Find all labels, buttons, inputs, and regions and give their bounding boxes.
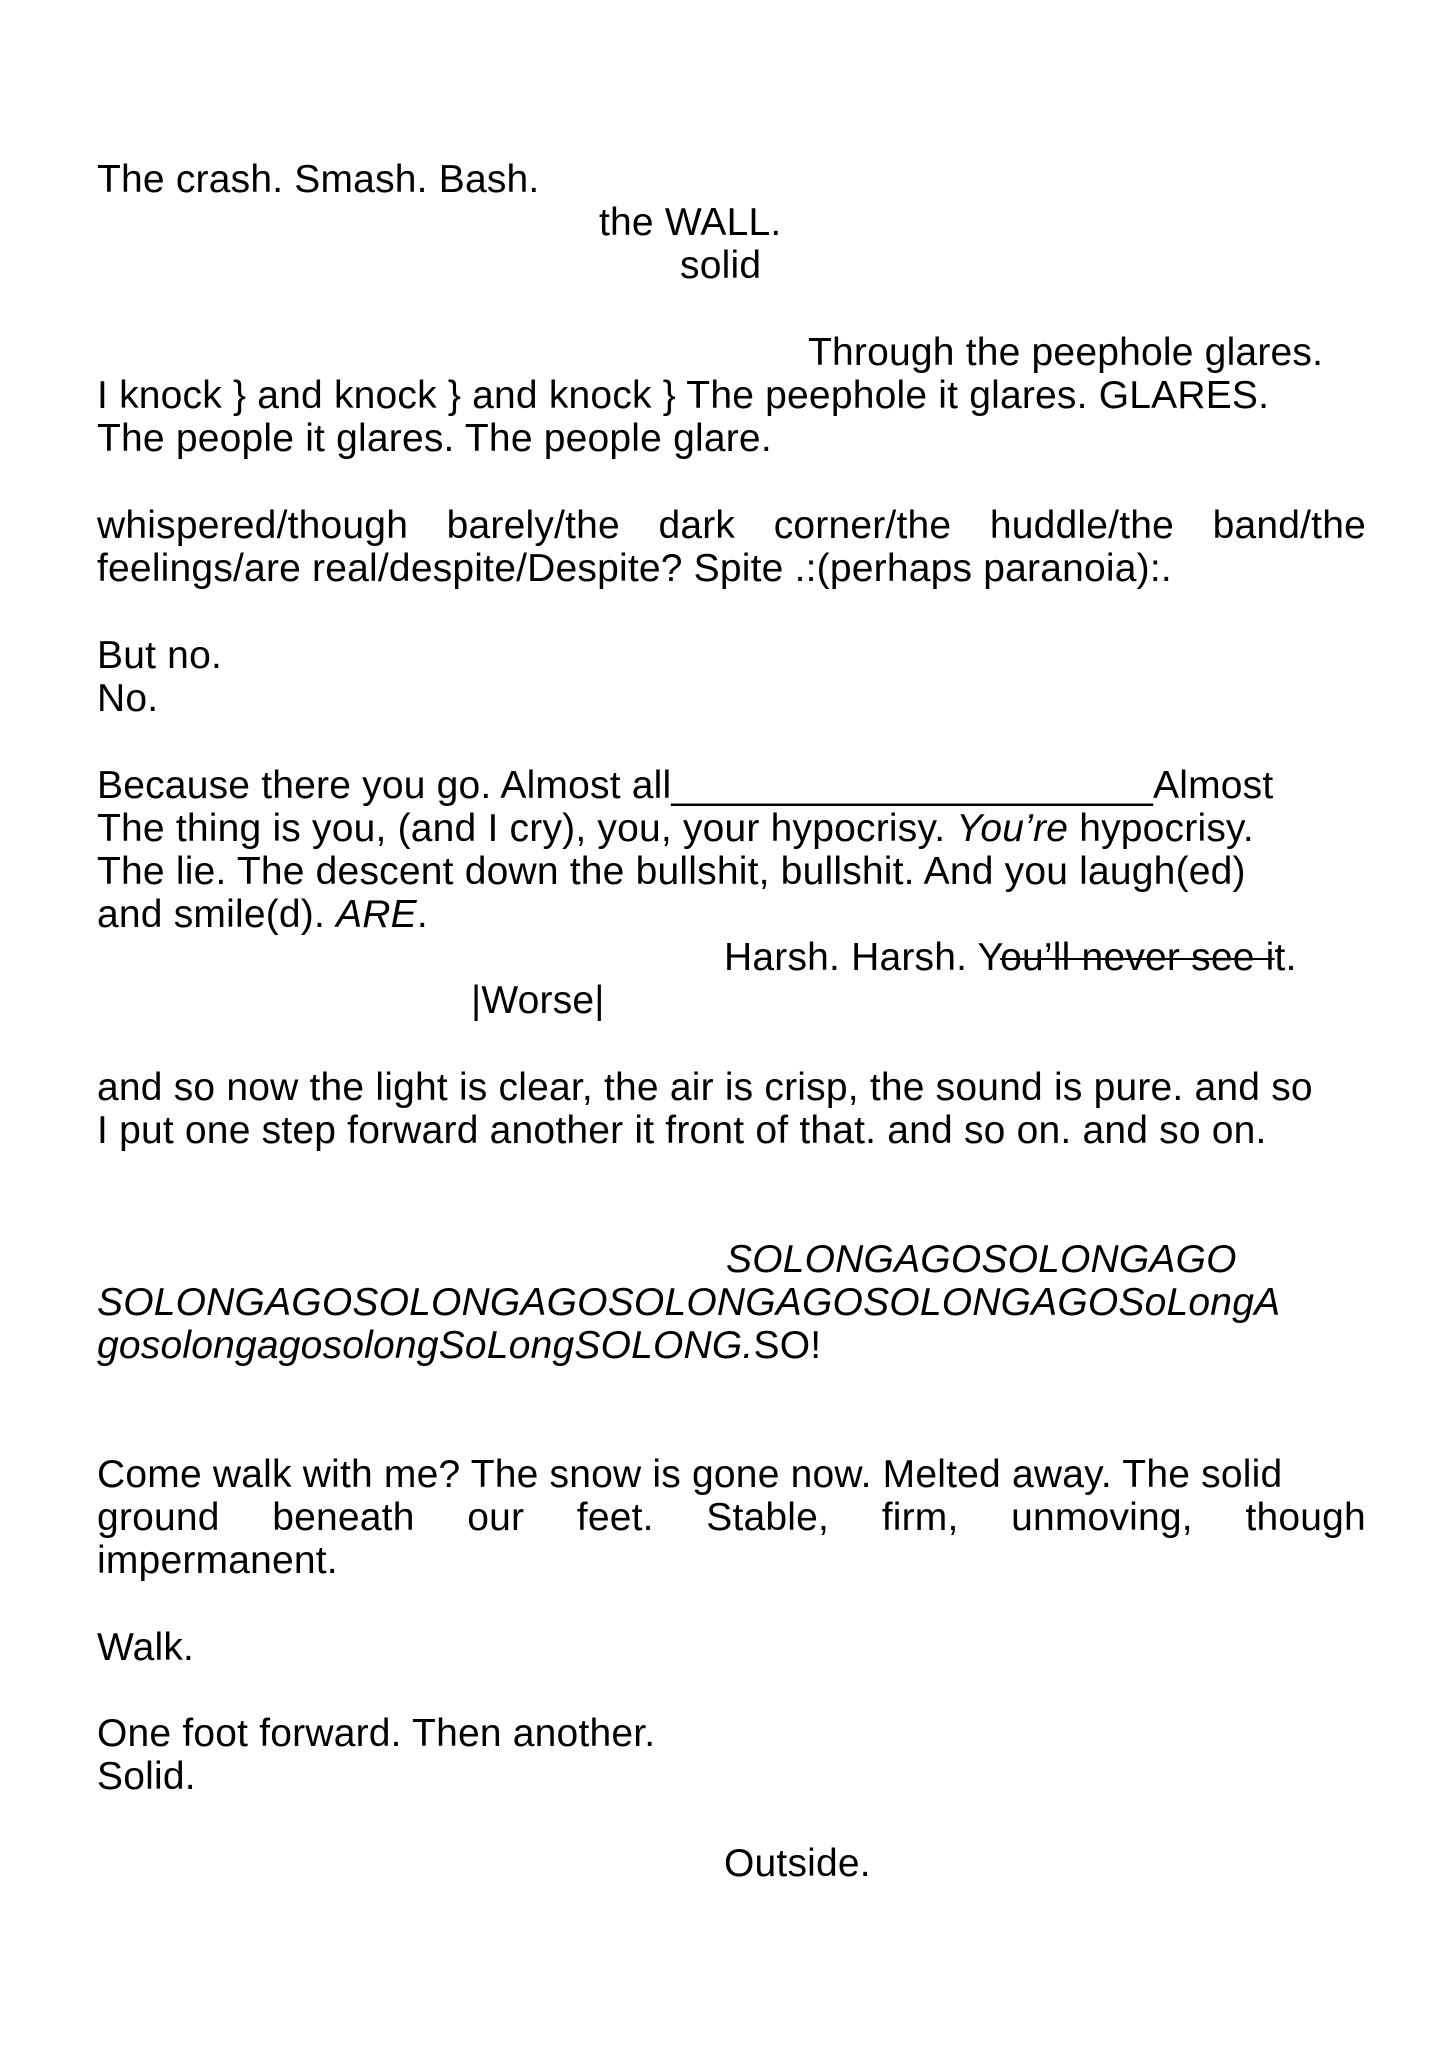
line-14-end: . [416, 893, 428, 936]
line-4: Through the peephole glares. [808, 331, 1324, 374]
line-15-start: Harsh. Harsh. Y [724, 936, 1001, 979]
line-17: and so now the light is clear, the air is crisp, the sound is pure. and so [97, 1066, 1313, 1109]
line-7-word: huddle/the [989, 504, 1175, 547]
line-20: SOLONGAGOSOLONGAGOSOLONGAGOSOLONGAGOSoLongA [97, 1281, 1281, 1324]
blank-underline: ______________________ [671, 764, 1153, 807]
line-24: impermanent. [97, 1539, 338, 1582]
line-21-end: SO! [753, 1324, 822, 1367]
line-1: The crash. Smash. Bash. [97, 158, 540, 201]
line-14-start: and smile(d). [97, 893, 337, 936]
line-10: No. [97, 677, 159, 720]
line-26: One foot forward. Then another. [97, 1712, 656, 1755]
line-7-word: barely/the [446, 504, 620, 547]
line-28: Outside. [724, 1842, 871, 1885]
line-12-end: hypocrisy. [1068, 807, 1254, 850]
line-12-italic: You’re [956, 807, 1069, 850]
line-3: solid [680, 244, 762, 287]
line-21 [97, 1324, 821, 1368]
line-15-end: t. [1274, 936, 1297, 979]
line-14 [97, 893, 428, 937]
line-23-word: beneath [272, 1496, 415, 1539]
line-13: The lie. The descent down the bullshit, bullshit. And you laugh(ed) [97, 850, 1246, 893]
line-25: Walk. [97, 1626, 195, 1669]
line-7-word: corner/the [773, 504, 952, 547]
line-23-word: our [467, 1496, 525, 1539]
line-7-word: whispered/though [97, 504, 409, 547]
line-7-word: band/the [1212, 504, 1366, 547]
line-14-italic: ARE [336, 893, 417, 936]
line-12-start: The thing is you, (and I cry), you, your hypocrisy. [97, 807, 957, 850]
line-23-word: feet. [576, 1496, 654, 1539]
line-23-word: though [1245, 1496, 1366, 1539]
line-23-word: Stable, [706, 1496, 830, 1539]
line-19: SOLONGAGOSOLONGAGO [726, 1238, 1237, 1281]
line-5: I knock } and knock } and knock } The peephole it glares. GLARES. [97, 374, 1270, 417]
line-9: But no. [97, 634, 222, 677]
line-16: |Worse| [471, 979, 605, 1022]
line-23 [97, 1496, 1366, 1540]
line-23-word: firm, [881, 1496, 959, 1539]
line-2: the WALL. [599, 201, 782, 244]
line-22: Come walk with me? The snow is gone now. Melted away. The solid [97, 1453, 1283, 1496]
line-12 [97, 807, 1254, 851]
line-18: I put one step forward another it front of that. and so on. and so on. [97, 1109, 1267, 1152]
struck-text: ou’ll never see i [1000, 936, 1275, 979]
line-23-word: ground [97, 1496, 220, 1539]
line-7 [97, 504, 1366, 548]
line-11 [97, 764, 1273, 808]
line-27: Solid. [97, 1755, 196, 1798]
line-15 [724, 936, 1297, 980]
line-11-end: Almost [1153, 764, 1274, 807]
line-21-italic: gosolongagosolongSoLongSOLONG. [97, 1324, 754, 1367]
line-23-word: unmoving, [1011, 1496, 1193, 1539]
line-7-word: dark [658, 504, 736, 547]
line-8: feelings/are real/despite/Despite? Spite .:(perhaps paranoia):. [97, 547, 1172, 590]
line-6: The people it glares. The people glare. [97, 417, 772, 460]
line-11-start: Because there you go. Almost all [97, 764, 672, 807]
